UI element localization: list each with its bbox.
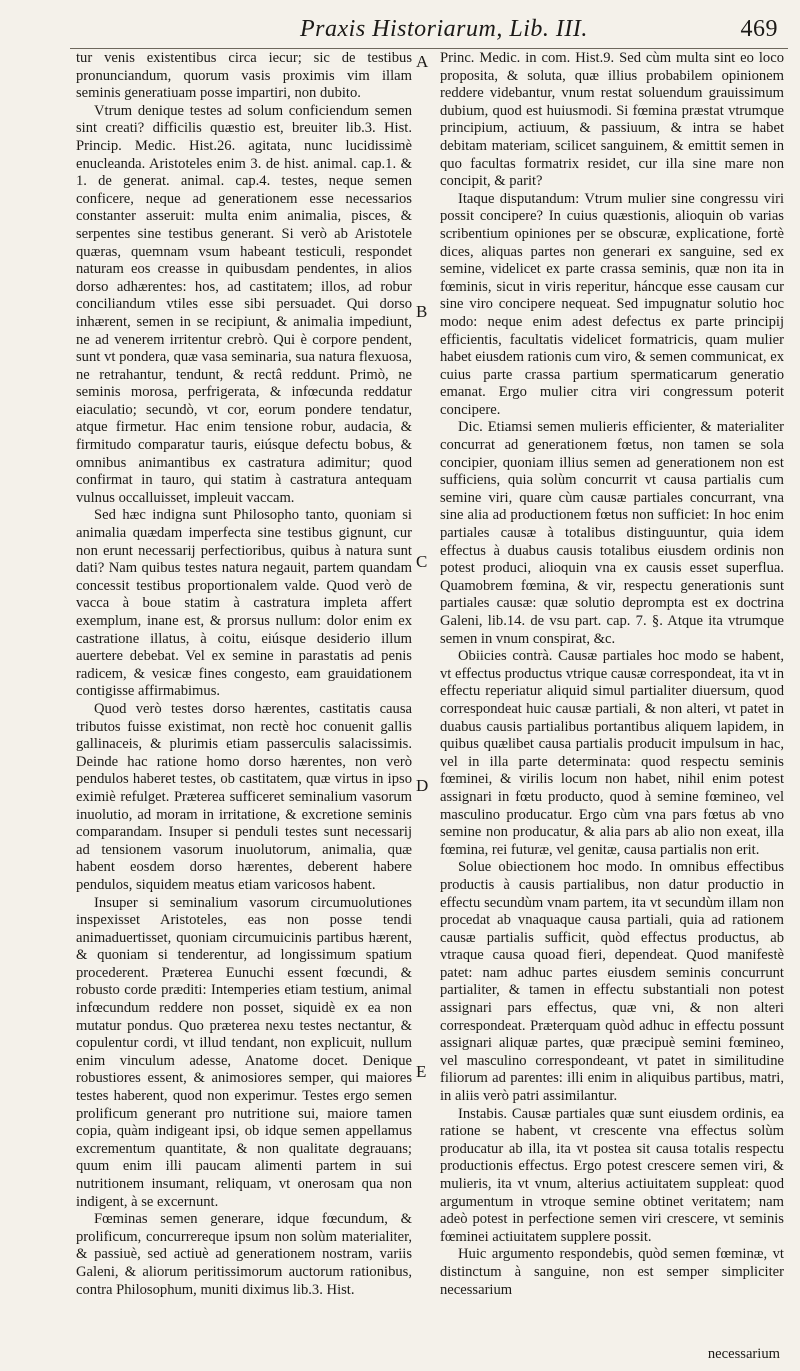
running-head — [300, 14, 778, 50]
left-column — [76, 50, 412, 1299]
paragraph: Insuper si seminalium vasorum circumuolutiones inspexisset Aristoteles, eas non posse tendi animaduertisset, quoniam circumuicinis partibus hærent, & quoniam si tenderentur, ad longissimum spatium procederent. Præterea Eunuchi essent fœcundi, & robusto corde præditi: Intemperies etiam testium, animal infœcundum reddere non posset, siquidè ex ea non mutatur pondus. Quo præterea nexu testes nectantur, & copulentur cordi, vt illud tendant, non explicuit, nullum enim vinculum adesse, Anatome docet. Denique robustiores essent, & animosiores semper, qui maiores testes haberent, quod non experimur. Testes ergo semen prolificum generant pro nutritione sui, maiore tamen copia, quàm indigeant ipsi, ob idque semen appellamus excrementum quantitate, & non qualitate degrauans; quum enim illi paucam alimenti partem in sui nutritionem insumant, reliquam, vt onerosam qua non indigent, à se excernunt. — [76, 894, 412, 1210]
margin-letter: E — [416, 1062, 427, 1081]
paragraph: Vtrum denique testes ad solum conficiendum semen sint creati? difficilis quæstio est, breuiter lib.3. Hist. Princip. Medic. Hist.26. agitata, nunc lucidissimè enucleanda. Aristoteles enim 3. de hist. animal. cap.1. & 1. de generat. animal. cap.4. testes, neque semen conficere, neque ad generationem esse necessarios constanter asseruit: multa enim animalia, pisces, & serpentes sine testibus generant. Si verò ab Aristotele quæras, quemnam vsum habeant testiculi, respondet naturam eos creasse in quibusdam pendentes, in alios dorso adhærentes: hos, ad castitatem; illos, ad robur conciliandum vtiles esse sibi persuadet. Qui dorso inhærent, semen in se recipiunt, & animalia impediunt, ne ad venerem irritentur crebrò. Qui è corpore pendent, sunt vt pondera, quæ vasa seminaria, sua natura flexuosa, ne retrahantur, tendunt, & rectâ reddunt. Primò, ne seminis morosa, perfrigerata, & infœcunda reddatur eiaculatio; secundò, vt cor, eorum pondere tendatur, atque firmetur. Hac enim tensione robur, audacia, & firmitudo comparatur tauris, eiúsque defectu bobus, & omnibus animantibus ex castratura adimitur; quod confirmat in tauro, qui statim à castratura antequam vulnus occalluisset, impleuit vaccam. — [76, 102, 412, 506]
margin-letter: D — [416, 776, 429, 795]
catchword: necessarium — [707, 1346, 780, 1362]
paragraph: tur venis existentibus circa iecur; sic de testibus pronunciandum, quorum vasis proximis vim illam seminis generatiuam posse impartiri, non dubito. — [76, 50, 412, 102]
margin-letters — [410, 0, 440, 1371]
margin-letter: B — [416, 302, 428, 321]
paragraph: Obiicies contrà. Causæ partiales hoc modo se habent, vt effectus productus vtrique causæ correspondeat, ita vt in effectu reperiatur aliquid simul partialiter diuersum, quod correspondeat huic causæ partiali, & non alteri, vt patet in duabus causis partialibus portantibus aliquem lapidem, in quibus quælibet causa partialis producit impulsum in hac, vel in illa parte determinata: quod respectu seminis fœminei, & virilis locum non habet, nihil enim potest assignari in fœtu producto, quod à semine fœmineo, vel masculino producatur. Ergo cùm vna pars fœtus ab vno semine non producatur, & alia pars ab alio non exeat, illa fœmina, rei futuræ, vel genitæ, causa partialis non erit. — [440, 648, 784, 858]
margin-letter: C — [416, 552, 428, 571]
paragraph: Princ. Medic. in com. Hist.9. Sed cùm multa sint eo loco proposita, & soluta, quæ illius probabilem opinionem reddere videbantur, vnum restat soluendum grauissimum dubium, quod est huiusmodi. Si fœmina præstat vtrumque principium, actiuum, & passiuum, & intra se habet debitam materiam, scilicet sanguinem, & emittit semen in quo facultas formatrix residet, cur illa sine mare non concipit, & parit? — [440, 50, 784, 190]
paragraph: Itaque disputandum: Vtrum mulier sine congressu viri possit concipere? In cuius quæstionis, alioquin ob varias scribentium opiniones per se obscuræ, explicatione, fortè dices, aliquas partes non generari ex sanguine, sed ex semine, videlicet ex parte crassa seminis, quæ non ita in fœminis, sicut in viris reperitur, háncque esse causam cur sine viro concipere nequeat. Sed impugnatur solutio hoc modo: neque enim adest defectus ex parte principij efficientis, facultatis videlicet formatricis, quam mulier habet eiusdem rationis cum viro, & semen communicat, ex cuius parte crassa partium spermaticarum generatio emanat. Ergo mulier citra viri congressum poterit concipere. — [440, 190, 784, 418]
running-title: Praxis Historiarum, Lib. III. — [300, 16, 588, 42]
paragraph: Quod verò testes dorso hærentes, castitatis causa tributos fuisse existimat, non rectè hoc conuenit gallis gallinaceis, & plurimis etiam passerculis salacissimis. Deinde hac ratione homo dorso hærentes, non verò pendulos haberet testes, ob castitatem, quæ virtus in ipso eximiè refulget. Præterea sufficeret seminalium vasorum inuolutio, ad moram in irritatione, & excretione seminis comparandam. Insuper si penduli testes sunt necessarij ad tensionem vasorum inuolutorum, animalia, quæ habent eosdem dorso hærentes, deberent habere pendulos, siquidem meatus etiam varicosos habent. — [76, 700, 412, 893]
margin-letter: A — [416, 52, 429, 71]
page-number: 469 — [740, 16, 778, 42]
paragraph: Solue obiectionem hoc modo. In omnibus effectibus productis à causis partialibus, non datur productio in effectu secundùm vnam partem, ita vt secundùm illam non procedat ab vnaquaque causa partiali, quia ad rationem causæ partialis sufficit, quòd effectus productus, ab vtraque causa quoad fieri, dependeat. Quod manifestè patet: nam adhuc partes eiusdem seminis concurrunt partialiter, & tamen in effectu substantiali non potest assignari pars effectus, quæ vni, & non alteri correspondeat. Præterquam quòd adhuc in effectu possunt assignari aliquæ partes, quæ præcipuè semini fœmineo, vel masculino correspondeant, vt patet in similitudine filiorum ad parentes: illi enim in aliquibus partibus, matri, in aliis verò patri assimilantur. — [440, 859, 784, 1105]
right-column — [440, 50, 784, 1299]
paragraph: Dic. Etiamsi semen mulieris efficienter, & materialiter concurrat ad generationem fœtus, non tamen se sola concipier, quoniam illius semen ad generationem non est sufficiens, quia solùm concurrit vt causa partialis cum semine viri, quare cùm causæ partiales concurrant, vna sine alia ad productionem fœtus non sufficiet: In hoc enim partiales causæ à totalibus distinguuntur, quia idem effectus à duabus causis totalibus eiusdem ordinis non potest produci, alioquin vna ex causis esset superflua. Quamobrem fœmina, & vir, respectu generationis sunt partiales causæ: quæ solutio deprompta est ex doctrina Galeni, lib.14. de vsu part. cap. 7. §. Atque ita vtrumque semen in vnum conspirat, &c. — [440, 419, 784, 647]
paragraph: Fœminas semen generare, idque fœcundum, & prolificum, concurrereque ipsum non solùm materialiter, & passiuè, sed actiuè ad generationem nostram, variis Galeni, & aliorum peritissimorum auctorum rationibus, contra Philosophum, muniti diximus lib.3. Hist. — [76, 1211, 412, 1298]
paragraph: Huic argumento respondebis, quòd semen fœminæ, vt distinctum à sanguine, non est semper simpliciter necessarium — [440, 1246, 784, 1298]
paragraph: Sed hæc indigna sunt Philosopho tanto, quoniam si animalia quædam imperfecta sine testibus gignunt, cur non erunt necessarij perfectioribus, quibus à natura sunt dati? Nam quibus testes natura negauit, partem quandam concessit testibus proportionalem valde. Quod verò de vacca à boue statim à castratura impleta affert exemplum, inane est, & prorsus nullum: dolor enim ex castratione illatus, à coitu, eiúsque desiderio illum auertere debebat. Vel ex semine in parastatis ad penis radicem, & vesicæ fines congesto, eam grauidationem contigisse affirmabimus. — [76, 507, 412, 700]
paragraph: Instabis. Causæ partiales quæ sunt eiusdem ordinis, ea ratione se habent, vt crescente vna effectus solùm producatur ab illa, ita vt postea sit causa totalis respectu productionis effectus. Ergo potest crescere semen viri, & mulieris, ita vt vnum, alterius actiuitatem suppleat: quod argumentum in vtroque semine obtinet veritatem; nam adeò potest in perfectione semen viri crescere, vt seminis fœminei actiuitatem supplere possit. — [440, 1105, 784, 1245]
